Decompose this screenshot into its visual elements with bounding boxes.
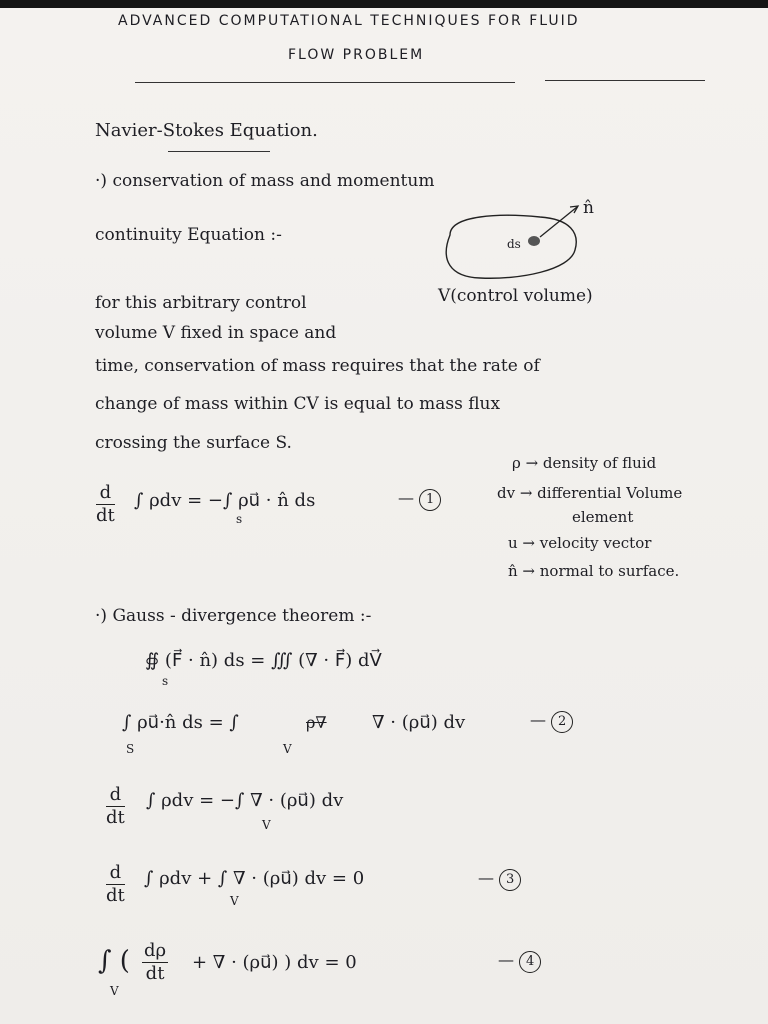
gauss-subscript: s [162,674,169,688]
legend-normal: n̂ → normal to surface. [508,562,680,580]
eq2-tag: — 2 [530,710,573,733]
control-volume-label: V(control volume) [438,286,593,306]
eq3-den: dt [106,885,125,906]
para-line-3: time, conservation of mass requires that the rate of [95,356,540,376]
eq4-open: ∫ ( [98,946,130,976]
legend-velocity: u → velocity vector [508,534,652,552]
legend-density: ρ → density of fluid [512,454,657,472]
eq4-num: dρ [144,940,167,961]
eq-mid-body: ∫ ρdv = −∫ ∇ · (ρu⃗) dv [146,790,344,811]
header-rule-right [545,80,705,81]
eq3-body: ∫ ρdv + ∫ ∇ · (ρu⃗) dv = 0 [144,868,365,889]
eq2-rhs: ∇ · (ρu⃗) dv [372,712,466,733]
eq3-subscript: V [230,894,239,908]
normal-label: n̂ [583,198,594,218]
header-line-2: FLOW PROBLEM [288,47,425,63]
para-line-2: volume V fixed in space and [95,323,337,343]
eq2-sub-left: S [126,742,135,756]
section-title-underline [168,151,270,152]
eq1-fraction [96,484,115,525]
eq4-subscript: V [110,984,119,998]
ds-label: ds [507,237,521,251]
eq1-den: dt [96,505,115,526]
eq-mid-num: d [106,786,125,807]
gauss-heading: ·) Gauss - divergence theorem :- [95,606,372,626]
eq4-fraction [142,942,168,983]
eq-mid-subscript: V [262,818,271,832]
gauss-equation: ∯ (F⃗ · n̂) ds = ∭ (∇ · F⃗) dV⃗ [145,650,382,671]
eq1-tag: — 1 [398,488,441,511]
para-line-5: crossing the surface S. [95,433,292,453]
eq-mid-den: dt [106,807,125,828]
eq3-fraction [106,864,125,905]
header-line-1: ADVANCED COMPUTATIONAL TECHNIQUES FOR FLUID [118,13,580,29]
eq2-lhs: ∫ ρu⃗·n̂ ds = ∫ [122,712,239,733]
eq1-body: ∫ ρdv = −∫ ρu⃗ · n̂ ds [134,490,316,511]
eq3-num: d [106,864,125,885]
eq-mid-fraction [106,786,125,827]
eq4-tag: — 4 [498,950,541,973]
eq4-body: + ∇ · (ρu⃗) ) dv = 0 [192,952,357,973]
continuity-heading: continuity Equation :- [95,225,282,245]
eq2-sub-right: V [283,742,292,756]
eq4-den: dt [145,963,165,984]
page-edge-shadow [0,0,768,8]
conservation-line: ·) conservation of mass and momentum [95,171,435,191]
legend-dv: dv → differential Volume [497,484,683,502]
eq2-struck-text: ρ∇ [306,713,327,732]
eq1-subscript: s [236,512,243,526]
eq1-num: d [96,484,115,505]
section-title: Navier-Stokes Equation. [95,120,318,141]
header-rule [135,82,515,83]
para-line-1: for this arbitrary control [95,293,307,313]
para-line-4: change of mass within CV is equal to mass flux [95,394,501,414]
legend-element: element [572,508,634,526]
eq3-tag: — 3 [478,868,521,891]
